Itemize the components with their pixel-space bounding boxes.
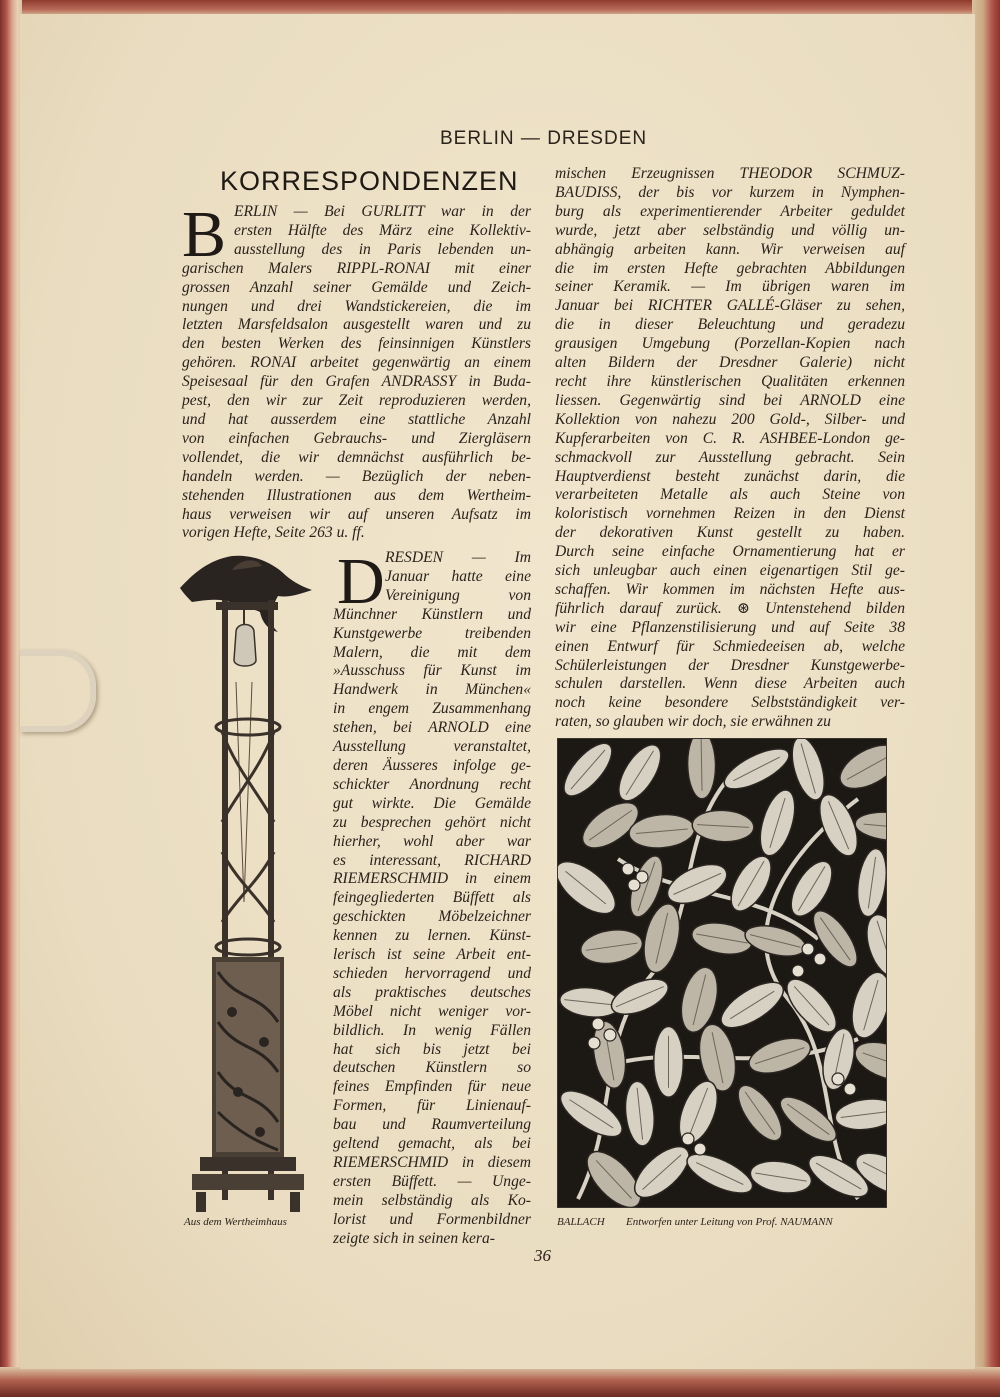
text-line: seiner Keramik. — Im übrigen waren im [555,278,905,296]
text-line: lerisch ist seine Arbeit ent- [333,946,531,964]
text-line: in engem Zusammenhang [333,700,531,718]
text-line: kennen zu lernen. Künst- [333,927,531,945]
text-line: mischen Erzeugnissen THEODOR SCHMUZ- [555,165,905,182]
text-line: Schülerleistungen der Dresdner Kunstgewerbe- [555,656,905,674]
text-line: haus verweisen wir auf unseren Aufsatz im [182,505,531,523]
berry [622,863,634,875]
text-line: zeigte sich in seinen kera- [333,1229,495,1247]
book-edge-right [972,0,1000,1397]
plate-caption-left: BALLACH [557,1216,605,1228]
text-line: die in dieser Beleuchtung und geradezu [555,316,905,334]
text-line: hierher, wohl aber war [333,832,531,850]
book-binding-bottom [0,1367,1000,1397]
text-line: burg als experimentierender Arbeiter geduldet [555,202,905,220]
text-line: Januar hatte eine [385,567,531,585]
text-line: und hat ausserdem eine stattliche Anzahl [182,410,531,428]
berry [604,1029,616,1041]
berry [694,1143,706,1155]
text-line: Handwerk in München« [333,681,531,699]
text-line: gut wirkte. Die Gemälde [333,794,531,812]
text-line: stehen, bei ARNOLD eine [333,719,531,737]
text-line: Januar bei RICHTER GALLÉ-Gläser zu sehen, [555,297,905,315]
text-line: feingegliederten Büffett als [333,889,531,907]
text-line: stehenden Illustrationen aus dem Wertheim- [182,486,531,504]
berry [792,965,804,977]
book-edge-left [0,0,22,1397]
text-line: liessen. Gegenwärtig sind bei ARNOLD eine [555,391,905,409]
text-line: BAUDISS, der bis vor kurzem in Nymphen- [555,183,905,201]
berry [628,879,640,891]
text-line: feines Empfinden für neue [333,1078,531,1096]
text-line: führlich darauf zurück. ⊛ Untenstehend bilden [555,599,905,617]
text-line: koloristisch vornehmen Reizen in den Dienst [555,505,905,523]
berry [592,1018,604,1030]
text-line: die im ersten Hefte gebrachten Abbildungen [555,259,905,277]
text-line: sich unleugbar auch einen eigenartigen Stil ge- [555,562,905,580]
running-head: BERLIN — DRESDEN [440,128,648,149]
lamp-caption: Aus dem Wertheimhaus [184,1216,287,1228]
berlin-paragraph [182,198,531,543]
text-line: ausstellung des in Paris lebenden un- [234,240,531,258]
leaf-pattern-plate [557,738,887,1208]
text-line: vorigen Hefte, Seite 263 u. ff. [182,524,365,542]
page-clip-icon [20,650,96,732]
text-line: bildlich. In wenig Fällen [333,1021,531,1039]
text-line: von einfachen Gebrauchs- und Ziergläsern [182,429,531,447]
lamp-illustration [178,552,316,1214]
text-line: RESDEN — Im [385,549,531,566]
page-number: 36 [534,1246,551,1265]
text-line: es interessant, RICHARD [333,851,531,869]
text-line: vollendet, die wir demnächst ausführlich be- [182,448,531,466]
dropcap-dresden: D [337,545,385,618]
dropcap-berlin: B [182,198,227,271]
text-line: Speisesaal für den Grafen ANDRASSY in Buda- [182,373,531,391]
text-line: letzten Marsfeldsalon ausgestellt waren und zu [182,316,531,334]
text-line: Hauptverdienst besteht zunächst darin, die [555,467,905,485]
text-line: deutschen Künstlern so [333,1059,531,1077]
text-line: Kupferarbeiten von C. R. ASHBEE-London ge- [555,429,905,447]
text-line: Malern, die mit dem [333,643,531,661]
text-line: Münchner Künstlern und [333,605,531,623]
text-line: RIEMERSCHMID in einem [333,870,531,888]
text-line: geltend gemacht, als bei [333,1135,531,1153]
berry [844,1083,856,1095]
text-line: schulen darstellen. Wenn diese Arbeiten auch [555,675,905,693]
text-line: nungen und drei Wandstickereien, die im [182,297,531,315]
right-column-text [555,165,905,732]
text-line: Kollektion von nahezu 200 Gold-, Silber- und [555,410,905,428]
text-line: »Ausschuss für Kunst im [333,662,531,680]
text-line: lorist und Formenbildner [333,1210,531,1228]
text-line: raten, so glauben wir doch, sie erwähnen zu [555,713,831,731]
text-line: Durch seine einfache Ornamentierung hat er [555,543,905,561]
text-line: recht ihre künstlerischen Qualitäten erkennen [555,372,905,390]
text-line: Möbel nicht weniger vor- [333,1002,531,1020]
text-line: wir eine Pflanzenstilisierung und auf Seite 38 [555,618,905,636]
dresden-paragraph [333,545,531,1249]
section-title: KORRESPONDENZEN [220,166,519,196]
text-line: schieden hervorragend und [333,964,531,982]
text-line: schickter Anordnung recht [333,775,531,793]
text-line: noch keine besondere Selbstständigkeit ver- [555,694,905,712]
text-line: alten Bildern der Dresdner Galerie) nicht [555,354,905,372]
text-line: abhängig arbeiten kann. Wir verweisen auf [555,240,905,258]
text-line: handeln werden. — Bezüglich der neben- [182,467,531,485]
text-line: Kunstgewerbe treibenden [333,624,531,642]
text-line: gehören. RONAI arbeitet gegenwärtig an einem [182,354,531,372]
text-line: einen Entwurf für Schmiedeeisen ab, welche [555,637,905,655]
berry [682,1133,694,1145]
plate-caption-right: Entworfen unter Leitung von Prof. NAUMANN [626,1216,833,1228]
text-line: der dekorativen Kunst gestellt zu haben. [555,524,905,542]
text-line: Formen, für Linienauf- [333,1097,531,1115]
text-line: schaffen. Wir kommen im nächsten Hefte aus- [555,580,905,598]
text-line: zu besprechen gehört nicht [333,813,531,831]
text-line: deren Äusseres infolge ge- [333,756,531,774]
text-line: hat sich bis jetzt bei [333,1040,531,1058]
text-line: garischen Malers RIPPL-RONAI mit einer [182,259,531,277]
text-line: ersten Hälfte des März eine Kollektiv- [234,221,531,239]
text-line: Vereinigung von [385,586,531,604]
text-line: pest, den wir zur Zeit reproduzieren werden, [182,392,531,410]
text-line: mein selbständig als Ko- [333,1191,531,1209]
text-line: grausigen Umgebung (Porzellan-Kopien nach [555,335,905,353]
berry [814,953,826,965]
text-line: geschickten Möbelzeichner [333,908,531,926]
text-line: den besten Werken des feinsinnigen Künstlers [182,335,531,353]
text-line: grossen Anzahl seiner Gemälde und Zeich- [182,278,531,296]
text-line: schmackvoll zur Ausstellung gebracht. Sein [555,448,905,466]
text-line: Ausstellung veranstaltet, [333,738,531,756]
berry [802,943,814,955]
text-line: verarbeiteten Metalle als auch Steine von [555,486,905,504]
berry [588,1037,600,1049]
text-line: wurde, jetzt aber selbständig und völlig un- [555,221,905,239]
berry [832,1073,844,1085]
text-line: ERLIN — Bei GURLITT war in der [234,203,531,220]
text-line: ersten Büffett. — Unge- [333,1172,531,1190]
text-line: RIEMERSCHMID in diesem [333,1154,531,1171]
text-line: bau und Raumverteilung [333,1116,531,1134]
text-line: als praktisches deutsches [333,983,531,1001]
